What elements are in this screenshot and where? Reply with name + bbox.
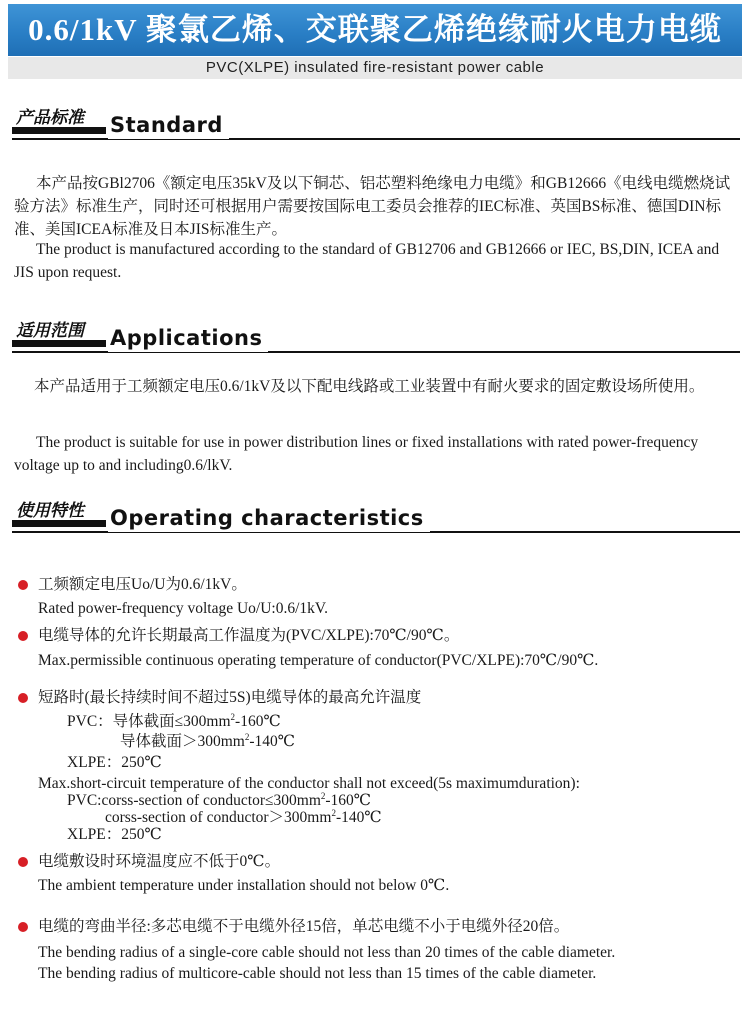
voltage-zh: 工频额定电压Uo/U为0.6/1kV。 [38,576,247,593]
pvc-line2-en: corss-section of $conductor>300mm^2-140℃$ [105,807,382,826]
ambient-zh: 电缆敷设时环境温度应不低于0℃。 [38,853,281,870]
pvc-label: PVC： [67,713,113,730]
section-label-en: Operating characteristics [108,504,430,532]
bullet-dot [18,693,28,703]
voltage-en: Rated power-frequency voltage Uo/U:0.6/1kV. [38,600,328,617]
pvc-line1-zh: PVC：导体截面$\le 300mm^2-160℃$ [67,711,281,730]
applications-text-zh: 本产品适用于工频额定电压0.6/1kV及以下配电线路或工业装置中有耐火要求的固定敷设场所使用。 [34,378,705,395]
section-label-zh: 产品标准 [16,108,84,127]
ambient-en: The ambient temperature under installation should not below 0℃. [38,877,450,894]
section-label-en: Applications [108,324,268,352]
short-circuit-en: Max.short-circuit temperature of the conductor shall not exceed(5s maximumduration): [38,775,580,792]
bullet-dot [18,580,28,590]
pvc-line2-zh: 导体截面$>300mm^2-140℃$ [120,731,296,750]
section-operating-header [12,496,740,542]
section-standard-header [12,103,740,149]
section-label-en: Standard [108,111,229,139]
xlpe-en: XLPE：250℃ [67,826,162,843]
bullet-dot [18,922,28,932]
bullet-dot [18,857,28,867]
bending-en-single: The bending radius of a single-core cable should not less than 20 times of the cable diameter. [38,944,616,961]
xlpe-zh: XLPE：250℃ [67,754,162,771]
page-title-bar [8,4,742,56]
temp-en: Max.permissible continuous operating temperature of conductor(PVC/XLPE):70℃/90℃. [38,652,599,669]
bullet-dot [18,631,28,641]
section-rule-short [12,127,106,134]
temp-zh: 电缆导体的允许长期最高工作温度为(PVC/XLPE):70℃/90℃。 [38,627,460,644]
section-label-zh: 使用特性 [16,501,84,520]
applications-text-en: The product is suitable for use in power distribution lines or fixed installations with rated power-frequency voltage up to and including0.6/lkV. [14,434,699,474]
page-subtitle: PVC(XLPE) insulated fire-resistant power cable [8,57,742,79]
section-label-zh: 适用范围 [16,321,84,340]
standard-text-en: The product is manufactured according to the standard of GB12706 and GB12666 or IEC, BS,DIN, ICEA and JIS upon request. [14,241,720,281]
short-circuit-zh: 短路时(最长持续时间不超过5S)电缆导体的最高允许温度 [38,689,422,706]
bending-en-multi: The bending radius of multicore-cable should not less than 15 times of the cable diameter. [38,965,597,982]
page-title: 0.6/1kV 聚氯乙烯、交联聚乙烯绝缘耐火电力电缆 [28,12,722,47]
standard-text-zh: 本产品按GBl2706《额定电压35kV及以下铜芯、铝芯塑料绝缘电力电缆》和GB12666《电线电缆燃烧试验方法》标准生产，同时还可根据用户需要按国际电工委员会推荐的IEC标准、英国BS标准、德国DIN标准、美国ICEA标准及日本JIS标准生产。 [14,175,731,238]
bending-zh: 电缆的弯曲半径:多芯电缆不于电缆外径15倍，单芯电缆不小于电缆外径20倍。 [38,918,570,935]
section-rule-short [12,340,106,347]
section-applications-header [12,316,740,362]
pvc-line1-en: PVC:corss-section of $conductor\le 300mm^2-160℃$ [67,790,372,809]
section-rule-short [12,520,106,527]
